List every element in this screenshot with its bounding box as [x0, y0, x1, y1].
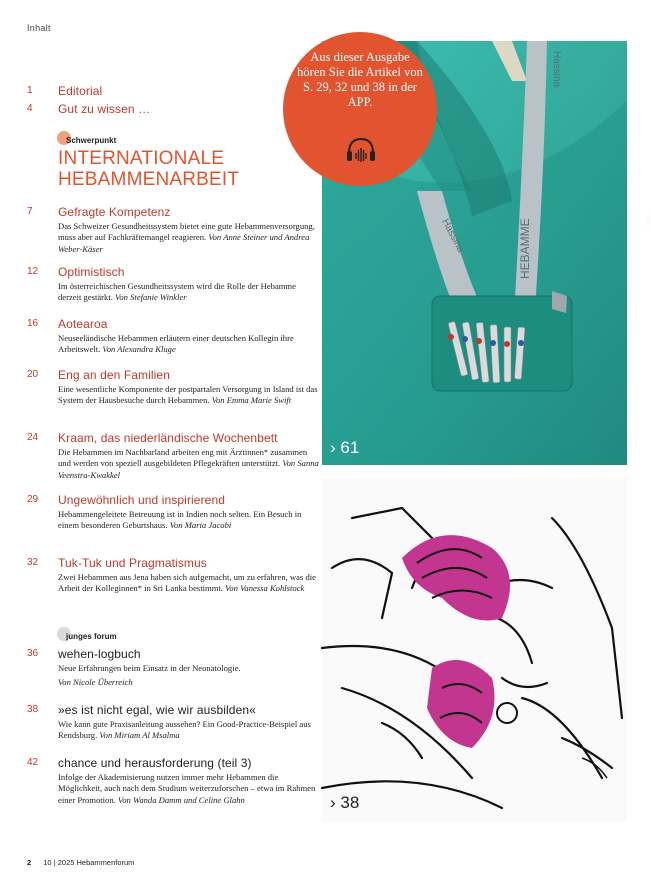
toc-page-number: 29: [27, 494, 39, 505]
toc-author: Von Anne Steiner und Andrea Weber-Käser: [58, 232, 310, 254]
section-kicker: junges forum: [66, 632, 117, 641]
toc-author: Von Emma Marie Swift: [211, 395, 292, 406]
toc-page-number: 42: [27, 757, 39, 768]
toc-author: Von Alexandra Kluge: [102, 344, 176, 355]
page-footer: [27, 858, 134, 867]
toc-title[interactable]: »es ist nicht egal, wie wir ausbilden«: [58, 703, 256, 717]
toc-author: Von Maria Jacobi: [169, 520, 232, 531]
toc-page-number: 12: [27, 266, 39, 277]
section-title-line1: INTERNATIONALE: [58, 148, 225, 169]
footer-page-number: 2: [27, 858, 32, 867]
toc-page-number: 7: [27, 206, 33, 217]
toc-page-number: 4: [27, 103, 33, 114]
toc-title[interactable]: Editorial: [58, 84, 103, 98]
toc-author: Von Vanessa Kohlstock: [225, 583, 305, 594]
toc-title[interactable]: Optimistisch: [58, 265, 125, 279]
toc-description: Wie kann gute Praxisanleitung aussehen? Ein Good-Practice-Beispiel aus Rendsburg. Von Miriam Al Msalma: [58, 719, 311, 741]
footer-issue: 10 | 2025 Hebammenforum: [43, 858, 135, 867]
toc-author: Von Stefanie Winkler: [115, 292, 187, 303]
toc-title[interactable]: wehen-logbuch: [58, 647, 141, 661]
page-ref-61[interactable]: › 61: [330, 438, 360, 457]
toc-title[interactable]: Ungewöhnlich und inspirierend: [58, 493, 226, 507]
toc-page-number: 20: [27, 369, 39, 380]
audio-app-badge[interactable]: [283, 32, 437, 186]
toc-page-number: 16: [27, 318, 39, 329]
toc-author: Von Wanda Damm und Celine Glahn: [117, 794, 245, 805]
toc-description: Neue Erfahrungen beim Einsatz in der Neonatologie. Von Nicole Überreich: [58, 663, 320, 689]
toc-author: Von Nicole Überreich: [58, 677, 133, 688]
toc-description: Die Hebammen im Nachbarland arbeiten eng mit Ärztinnen* zusammen und werden von speziell ausgebildeten Pflegekräften unterstützt. Von Sanna Veenstra-Kwakkel: [58, 447, 319, 480]
toc-title[interactable]: Eng an den Familien: [58, 368, 170, 382]
svg-text:Hassina: Hassina: [551, 51, 562, 88]
toc-page-number: 1: [27, 85, 33, 96]
toc-title[interactable]: Gefragte Kompetenz: [58, 205, 171, 219]
toc-page-number: 38: [27, 704, 39, 715]
toc-description: Eine wesentliche Komponente der postpartalen Versorgung in Island ist das System der Hausbesuche durch Hebammen. Von Emma Marie Swift: [58, 384, 318, 406]
section-title-line2: HEBAMMENARBEIT: [58, 169, 240, 190]
toc-description: Neuseeländische Hebammen erläutern einer deutschen Kollegin ihre Arbeitswelt. Von Alexandra Kluge: [58, 333, 294, 355]
svg-text:HEBAMME: HEBAMME: [518, 218, 532, 279]
illustration-neonatal-care[interactable]: [322, 478, 627, 822]
badge-text: Aus dieser Ausgabe hören Sie die Artikel von S. 29, 32 und 38 in der APP.: [297, 50, 423, 109]
page-ref-38[interactable]: › 38: [330, 793, 360, 812]
toc-page-number: 36: [27, 648, 39, 659]
photo-credit: FOTO: [646, 214, 651, 226]
toc-description: Hebammengeleitete Betreuung ist in Indien noch selten. Ein Besuch in einem besonderen Geburtshaus. Von Maria Jacobi: [58, 509, 302, 531]
section-title: [58, 148, 239, 190]
toc-title[interactable]: chance und herausforderung (teil 3): [58, 756, 252, 770]
section-kicker: Schwerpunkt: [66, 136, 117, 145]
headphones-icon: [346, 137, 376, 163]
toc-description: Im österreichischen Gesundheitssystem wird die Rolle der Hebamme derzeit gestärkt. Von Stefanie Winkler: [58, 281, 296, 303]
toc-description: Zwei Hebammen aus Jena haben sich aufgemacht, um zu erfahren, was die Arbeit der Kolleginnen* in Sri Lanka bestimmt. Von Vanessa Kohlstock: [58, 572, 316, 594]
toc-page-number: 24: [27, 432, 39, 443]
toc-title[interactable]: Aotearoa: [58, 317, 108, 331]
toc-author: Von Sanna Veenstra-Kwakkel: [58, 458, 319, 480]
running-head: Inhalt: [27, 23, 51, 33]
line-art-illustration: [322, 478, 627, 822]
toc-title[interactable]: Kraam, das niederländische Wochenbett: [58, 431, 278, 445]
toc-title[interactable]: Tuk-Tuk und Pragmatismus: [58, 556, 207, 570]
toc-author: Von Miriam Al Msalma: [99, 730, 180, 741]
toc-description: Infolge der Akademisierung nutzen immer mehr Hebammen die Möglichkeit, auch nach dem Studium weiterzuforschen – etwa im Rahmen einer Promotion. Von Wanda Damm und Celine Glahn: [58, 772, 316, 805]
toc-page-number: 32: [27, 557, 39, 568]
toc-description: Das Schweizer Gesundheitssystem bietet eine gute Hebammenversorgung, muss aber auf Fachkräftemangel reagieren. Von Anne Steiner und Andrea Weber-Käser: [58, 221, 315, 254]
toc-title[interactable]: Gut zu wissen …: [58, 102, 151, 116]
svg-text:Hassina: Hassina: [439, 217, 467, 255]
